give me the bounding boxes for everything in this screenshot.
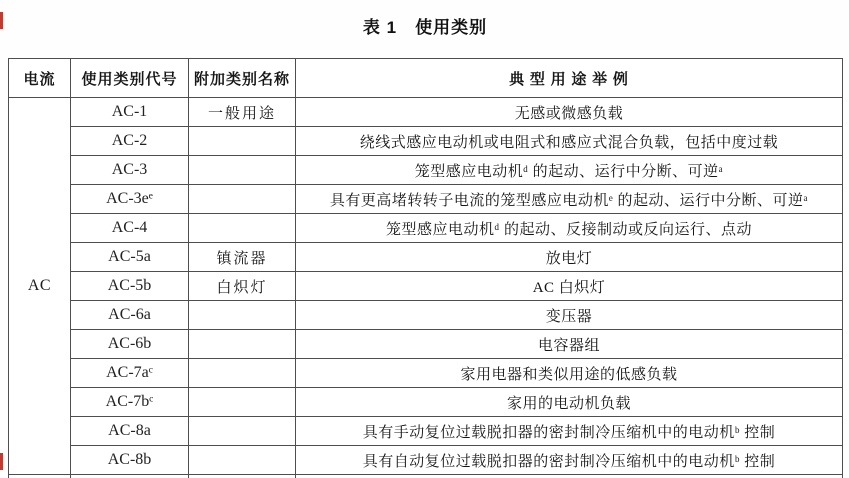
category-code-cell: AC-1 <box>71 98 189 127</box>
utilization-category-table <box>8 58 843 478</box>
typical-usage-cell: 变压器 <box>296 301 843 330</box>
category-code-cell: AC-5b <box>71 272 189 301</box>
table-body-next-group <box>9 475 843 478</box>
extra-name-cell <box>189 330 296 359</box>
extra-name-cell <box>189 359 296 388</box>
header-row <box>9 59 843 98</box>
table-row <box>9 417 843 446</box>
header-typical-usage: 典 型 用 途 举 例 <box>296 59 843 98</box>
extra-name-cell <box>189 185 296 214</box>
extra-name-cell: 镇流器 <box>189 243 296 272</box>
typical-usage-cell: 具有更高堵转转子电流的笼型感应电动机ᵉ 的起动、运行中分断、可逆ᵃ <box>296 185 843 214</box>
category-code-cell: AC-3 <box>71 156 189 185</box>
table-row <box>9 388 843 417</box>
table-row <box>9 330 843 359</box>
scan-artifact-mark-bottom <box>0 453 3 470</box>
extra-name-cell: 白炽灯 <box>189 272 296 301</box>
scan-artifact-mark-top <box>0 12 3 29</box>
table-row <box>9 185 843 214</box>
header-extra-category: 附加类别名称 <box>189 59 296 98</box>
table-row <box>9 301 843 330</box>
table-row <box>9 243 843 272</box>
extra-name-cell <box>189 156 296 185</box>
typical-usage-cell: 电容器组 <box>296 330 843 359</box>
category-code-cell: AC-8b <box>71 446 189 475</box>
category-code-cell: AC-4 <box>71 214 189 243</box>
current-type-cell <box>9 475 71 478</box>
table-row <box>9 127 843 156</box>
header-current: 电流 <box>9 59 71 98</box>
table-row <box>9 359 843 388</box>
extra-name-cell <box>189 127 296 156</box>
category-code-cell <box>71 475 189 478</box>
category-code-cell: AC-7aᶜ <box>71 359 189 388</box>
table-row <box>9 446 843 475</box>
table-row-partial <box>9 475 843 478</box>
extra-name-cell <box>189 417 296 446</box>
extra-name-cell <box>189 388 296 417</box>
table-header <box>9 59 843 98</box>
extra-name-cell: 一般用途 <box>189 98 296 127</box>
extra-name-cell <box>189 301 296 330</box>
category-code-cell: AC-2 <box>71 127 189 156</box>
current-type-cell: AC <box>9 98 71 475</box>
typical-usage-cell: 具有手动复位过载脱扣器的密封制冷压缩机中的电动机ᵇ 控制 <box>296 417 843 446</box>
category-code-cell: AC-6a <box>71 301 189 330</box>
category-code-cell: AC-3eᵉ <box>71 185 189 214</box>
typical-usage-cell: 具有自动复位过载脱扣器的密封制冷压缩机中的电动机ᵇ 控制 <box>296 446 843 475</box>
typical-usage-cell: 放电灯 <box>296 243 843 272</box>
category-code-cell: AC-6b <box>71 330 189 359</box>
typical-usage-cell: 家用电器和类似用途的低感负载 <box>296 359 843 388</box>
extra-name-cell <box>189 446 296 475</box>
typical-usage-cell: AC 白炽灯 <box>296 272 843 301</box>
typical-usage-cell: 笼型感应电动机ᵈ 的起动、运行中分断、可逆ᵃ <box>296 156 843 185</box>
extra-name-cell <box>189 475 296 478</box>
category-code-cell: AC-5a <box>71 243 189 272</box>
category-code-cell: AC-8a <box>71 417 189 446</box>
typical-usage-cell: 笼型感应电动机ᵈ 的起动、反接制动或反向运行、点动 <box>296 214 843 243</box>
header-category-code: 使用类别代号 <box>71 59 189 98</box>
typical-usage-cell <box>296 475 843 478</box>
table-body-ac-group <box>9 98 843 475</box>
category-code-cell: AC-7bᶜ <box>71 388 189 417</box>
table-row <box>9 272 843 301</box>
typical-usage-cell: 绕线式感应电动机或电阻式和感应式混合负载，包括中度过载 <box>296 127 843 156</box>
typical-usage-cell: 无感或微感负载 <box>296 98 843 127</box>
table-title: 表 1 使用类别 <box>362 18 488 37</box>
table-row <box>9 214 843 243</box>
extra-name-cell <box>189 214 296 243</box>
table-row <box>9 156 843 185</box>
typical-usage-cell: 家用的电动机负载 <box>296 388 843 417</box>
table-row <box>9 98 843 127</box>
